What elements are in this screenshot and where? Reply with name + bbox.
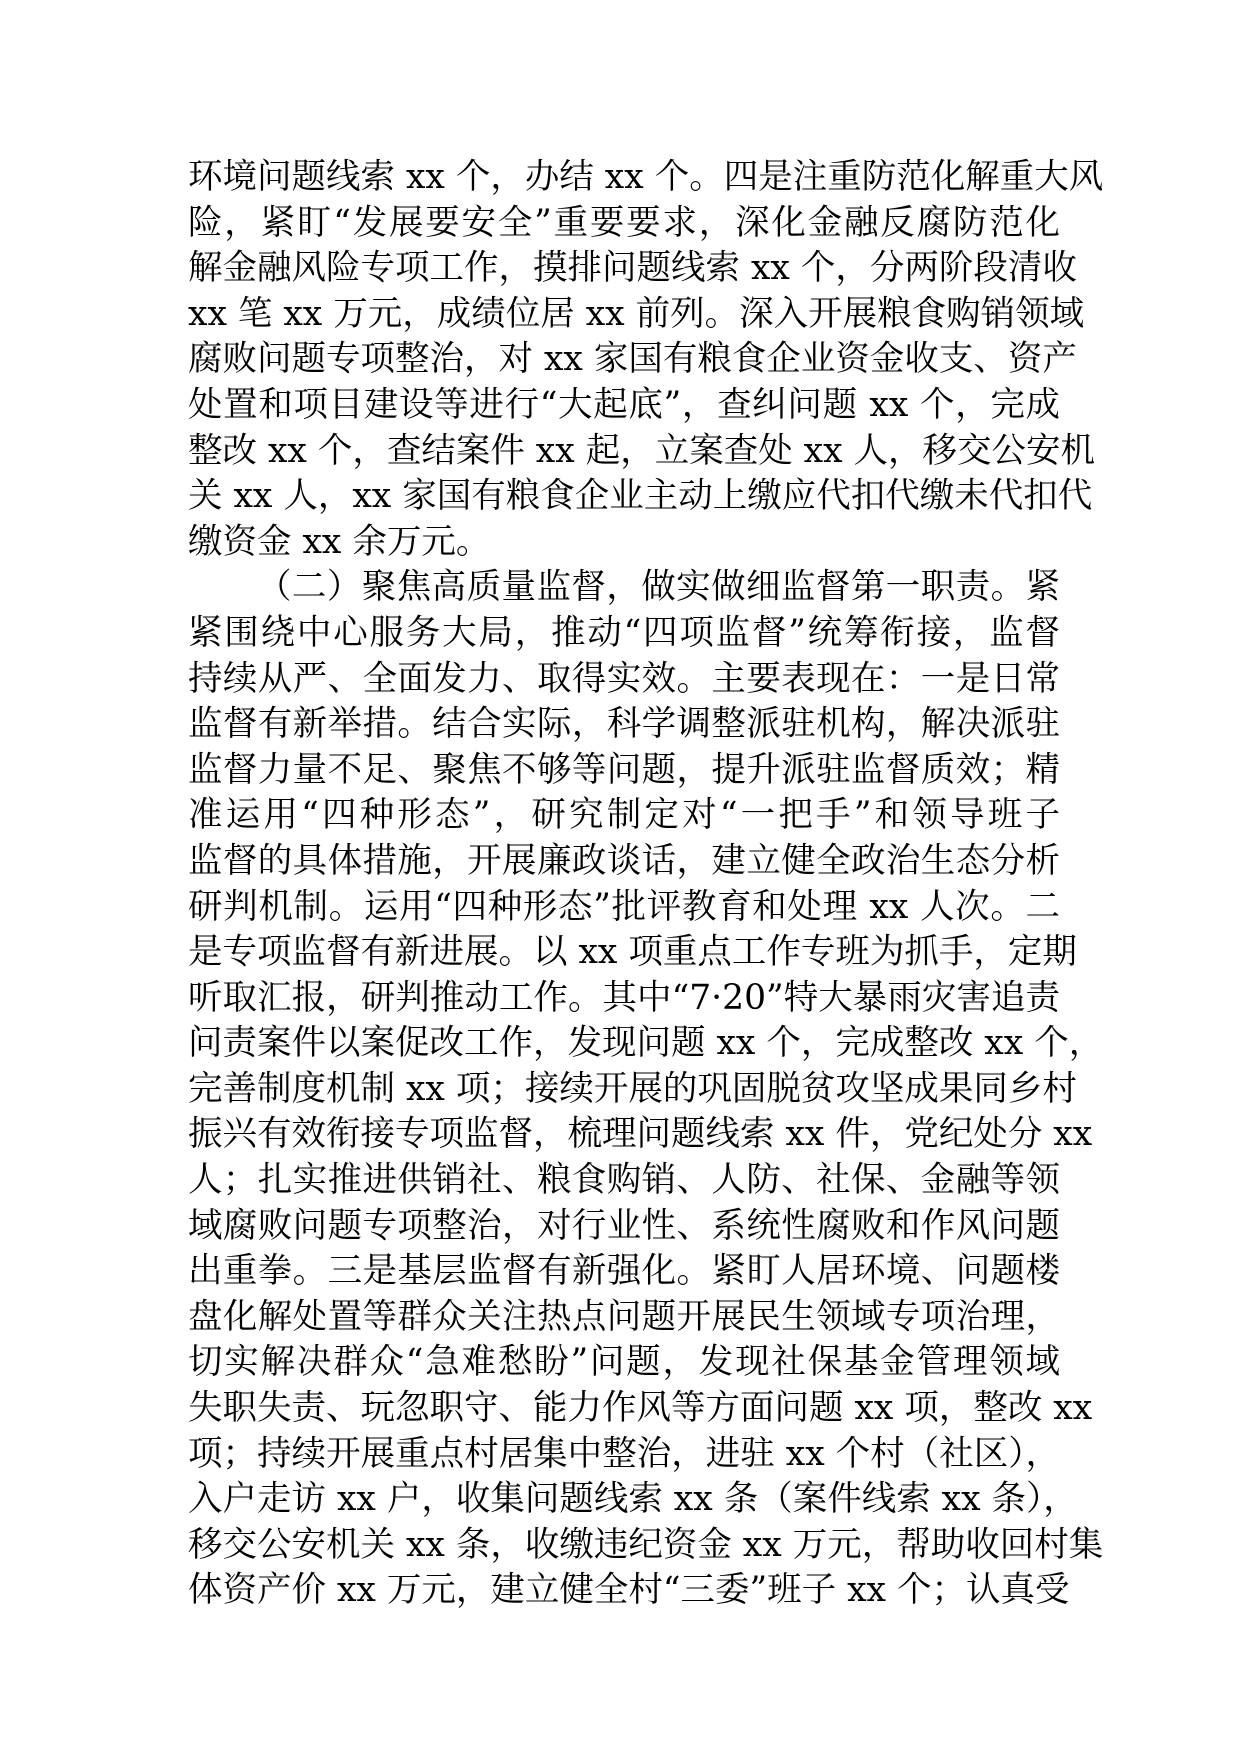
text-line: 腐败问题专项整治，对 xx 家国有粮食企业资金收支、资产 — [188, 339, 1077, 380]
text-line: 听取汇报，研判推动工作。其中“7·20”特大暴雨灾害追责 — [188, 977, 1060, 1018]
text-line: 切实解决群众“急难愁盼”问题，发现社保基金管理领域 — [188, 1342, 1060, 1383]
text-line: 关 xx 人，xx 家国有粮食企业主动上缴应代扣代缴未代扣代 — [188, 476, 1093, 517]
text-line: 完善制度机制 xx 项；接续开展的巩固脱贫攻坚成果同乡村 — [188, 1068, 1077, 1109]
text-line: 出重拳。三是基层监督有新强化。紧盯人居环境、问题楼 — [188, 1251, 1060, 1292]
text-line: 解金融风险专项工作，摸排问题线索 xx 个，分两阶段清收 — [188, 248, 1077, 289]
text-line: 人；扎实推进供销社、粮食购销、人防、社保、金融等领 — [188, 1160, 1060, 1201]
text-line: 监督力量不足、聚焦不够等问题，提升派驻监督质效；精 — [188, 749, 1060, 790]
text-line: 失职失责、玩忽职守、能力作风等方面问题 xx 项，整改 xx — [188, 1388, 1093, 1429]
text-line: 是专项监督有新进展。以 xx 项重点工作专班为抓手，定期 — [188, 932, 1077, 973]
paragraph-end-line: 缴资金 xx 余万元。 — [188, 521, 491, 562]
text-line: 监督的具体措施，开展廉政谈话，建立健全政治生态分析 — [188, 840, 1060, 881]
text-line: 整改 xx 个，查结案件 xx 起，立案查处 xx 人，移交公安机 — [188, 430, 1096, 471]
text-line: 体资产价 xx 万元，建立健全村“三委”班子 xx 个；认真受 — [188, 1570, 1070, 1611]
text-line: 环境问题线索 xx 个，办结 xx 个。四是注重防范化解重大风 — [188, 157, 1104, 197]
text-line: 振兴有效衔接专项监督，梳理问题线索 xx 件，党纪处分 xx — [188, 1114, 1093, 1155]
text-line: 盘化解处置等群众关注热点问题开展民生领域专项治理， — [188, 1296, 1060, 1337]
text-line: 入户走访 xx 户，收集问题线索 xx 条（案件线索 xx 条）， — [188, 1479, 1078, 1520]
text-line: 项；持续开展重点村居集中整治，进驻 xx 个村（社区）， — [188, 1433, 1060, 1474]
text-line: 域腐败问题专项整治，对行业性、系统性腐败和作风问题 — [188, 1205, 1060, 1246]
text-line: 准运用“四种形态”，研究制定对“一把手”和领导班子 — [188, 795, 1060, 836]
text-line: 监督有新举措。结合实际，科学调整派驻机构，解决派驻 — [188, 704, 1060, 745]
text-line: xx 笔 xx 万元，成绩位居 xx 前列。深入开展粮食购销领域 — [188, 293, 1085, 334]
text-line: 险，紧盯“发展要安全”重要要求，深化金融反腐防范化 — [188, 202, 1060, 243]
text-line: 问责案件以案促改工作，发现问题 xx 个，完成整改 xx 个， — [188, 1023, 1104, 1064]
text-line: 处置和项目建设等进行“大起底”，查纠问题 xx 个，完成 — [188, 384, 1060, 425]
text-line: 研判机制。运用“四种形态”批评教育和处理 xx 人次。二 — [188, 886, 1060, 927]
text-line: 移交公安机关 xx 条，收缴违纪资金 xx 万元，帮助收回村集 — [188, 1524, 1104, 1565]
body-text — [188, 155, 1104, 1614]
text-line: 持续从严、全面发力、取得实效。主要表现在：一是日常 — [188, 658, 1060, 699]
text-line: 紧围绕中心服务大局，推动“四项监督”统筹衔接，监督 — [188, 612, 1060, 653]
section-heading-line: （二）聚焦高质量监督，做实做细监督第一职责。紧 — [257, 567, 1060, 608]
